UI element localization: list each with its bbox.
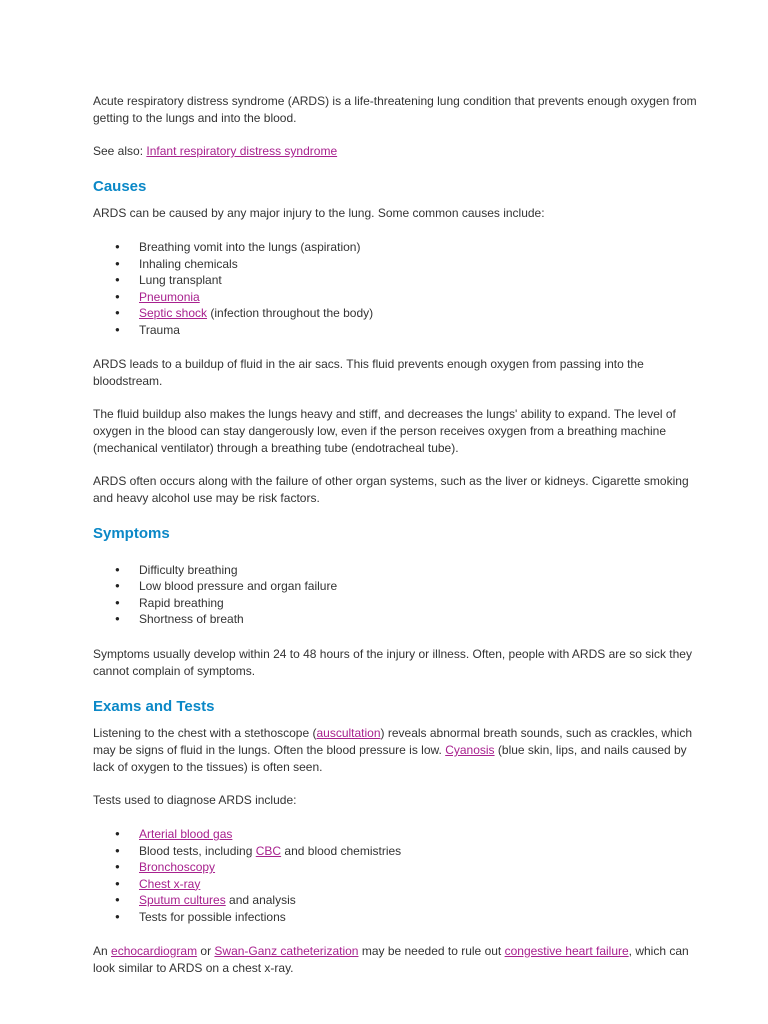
list-item: [93, 843, 698, 860]
exams-paragraph-1: [93, 725, 698, 776]
septic-shock-description: (infection throughout the body): [207, 306, 374, 321]
symptoms-list: [93, 562, 698, 628]
tests-list: [93, 826, 698, 926]
pneumonia-link[interactable]: Pneumonia: [139, 289, 200, 304]
list-item: ● Lung transplant: [93, 272, 698, 289]
bronchoscopy-link[interactable]: Bronchoscopy: [139, 860, 216, 875]
swan-ganz-link[interactable]: Swan-Ganz catheterization: [214, 943, 359, 958]
infant-rds-link[interactable]: Infant respiratory distress syndrome: [146, 144, 338, 158]
sputum-cultures-link[interactable]: Sputum cultures: [139, 893, 226, 908]
symptoms-paragraph: Symptoms usually develop within 24 to 48 hours of the injury or illness. Often, people with ARDS are so sick they cannot complain of symptoms.: [93, 646, 692, 678]
symptoms-heading: Symptoms: [93, 524, 170, 542]
exams-text: An: [93, 943, 112, 958]
list-item: [93, 289, 698, 306]
list-item: [93, 826, 698, 843]
exams-text: ) reveals abnormal breath sounds, such as crackles, which may be signs of fluid in the lungs. Often the blood pressure is low.: [93, 725, 692, 757]
exams-paragraph-2: [93, 943, 698, 977]
list-item: ● Rapid breathing: [93, 595, 698, 612]
list-item: ● Difficulty breathing: [93, 562, 698, 579]
list-item: [93, 859, 698, 876]
list-item: ● Inhaling chemicals: [93, 256, 698, 273]
causes-heading: Causes: [93, 178, 147, 195]
list-item: [93, 305, 698, 322]
intro-paragraph: Acute respiratory distress syndrome (ARDS) is a life-threatening lung condition that prevents enough oxygen from getting to the lungs and into the blood.: [93, 94, 697, 125]
causes-paragraph-1: ARDS leads to a buildup of fluid in the air sacs. This fluid prevents enough oxygen from passing into the bloodstream.: [93, 356, 644, 388]
sputum-text: and analysis: [225, 893, 296, 908]
list-item: [93, 892, 698, 909]
see-also-line: [93, 143, 698, 160]
exams-text: may be needed to rule out: [358, 943, 505, 958]
exams-text: (blue skin, lips, and nails caused by lack of oxygen to the tissues) is often seen.: [93, 742, 687, 774]
list-item: ● Tests for possible infections: [93, 909, 698, 926]
chest-xray-link[interactable]: Chest x-ray: [139, 876, 201, 891]
tests-intro: Tests used to diagnose ARDS include:: [93, 792, 297, 807]
list-item: ● Shortness of breath: [93, 611, 698, 628]
blood-tests-text: Blood tests, including: [139, 843, 256, 858]
list-item: [93, 876, 698, 893]
causes-intro: ARDS can be caused by any major injury to the lung. Some common causes include:: [93, 206, 545, 220]
list-item: ● Breathing vomit into the lungs (aspiration): [93, 239, 698, 256]
auscultation-link[interactable]: auscultation: [316, 725, 381, 740]
cbc-link[interactable]: CBC: [255, 843, 282, 858]
congestive-heart-failure-link[interactable]: congestive heart failure: [504, 943, 629, 958]
causes-paragraph-2: The fluid buildup also makes the lungs heavy and stiff, and decreases the lungs' ability to expand. The level of oxygen in the blood can stay dangerously low, even if the person receives oxygen from a breathing machine (mechanical ventilator) through a breathing tube (endotracheal tube).: [93, 406, 676, 455]
causes-list: [93, 239, 698, 339]
exams-text: or: [197, 943, 215, 958]
echocardiogram-link[interactable]: echocardiogram: [111, 943, 198, 958]
list-item: ● Trauma: [93, 322, 698, 339]
see-also-prefix: See also:: [93, 144, 147, 158]
causes-paragraph-3: ARDS often occurs along with the failure of other organ systems, such as the liver or kidneys. Cigarette smoking and heavy alcohol use may be risk factors.: [93, 473, 689, 505]
septic-shock-link[interactable]: Septic shock: [139, 306, 208, 321]
exams-text: , which can look similar to ARDS on a chest x-ray.: [93, 943, 689, 975]
cyanosis-link[interactable]: Cyanosis: [445, 742, 495, 757]
exams-heading: Exams and Tests: [93, 697, 215, 715]
blood-tests-text: and blood chemistries: [281, 843, 402, 858]
arterial-blood-gas-link[interactable]: Arterial blood gas: [139, 826, 233, 841]
exams-text: Listening to the chest with a stethoscope (: [93, 725, 317, 740]
list-item: ● Low blood pressure and organ failure: [93, 578, 698, 595]
